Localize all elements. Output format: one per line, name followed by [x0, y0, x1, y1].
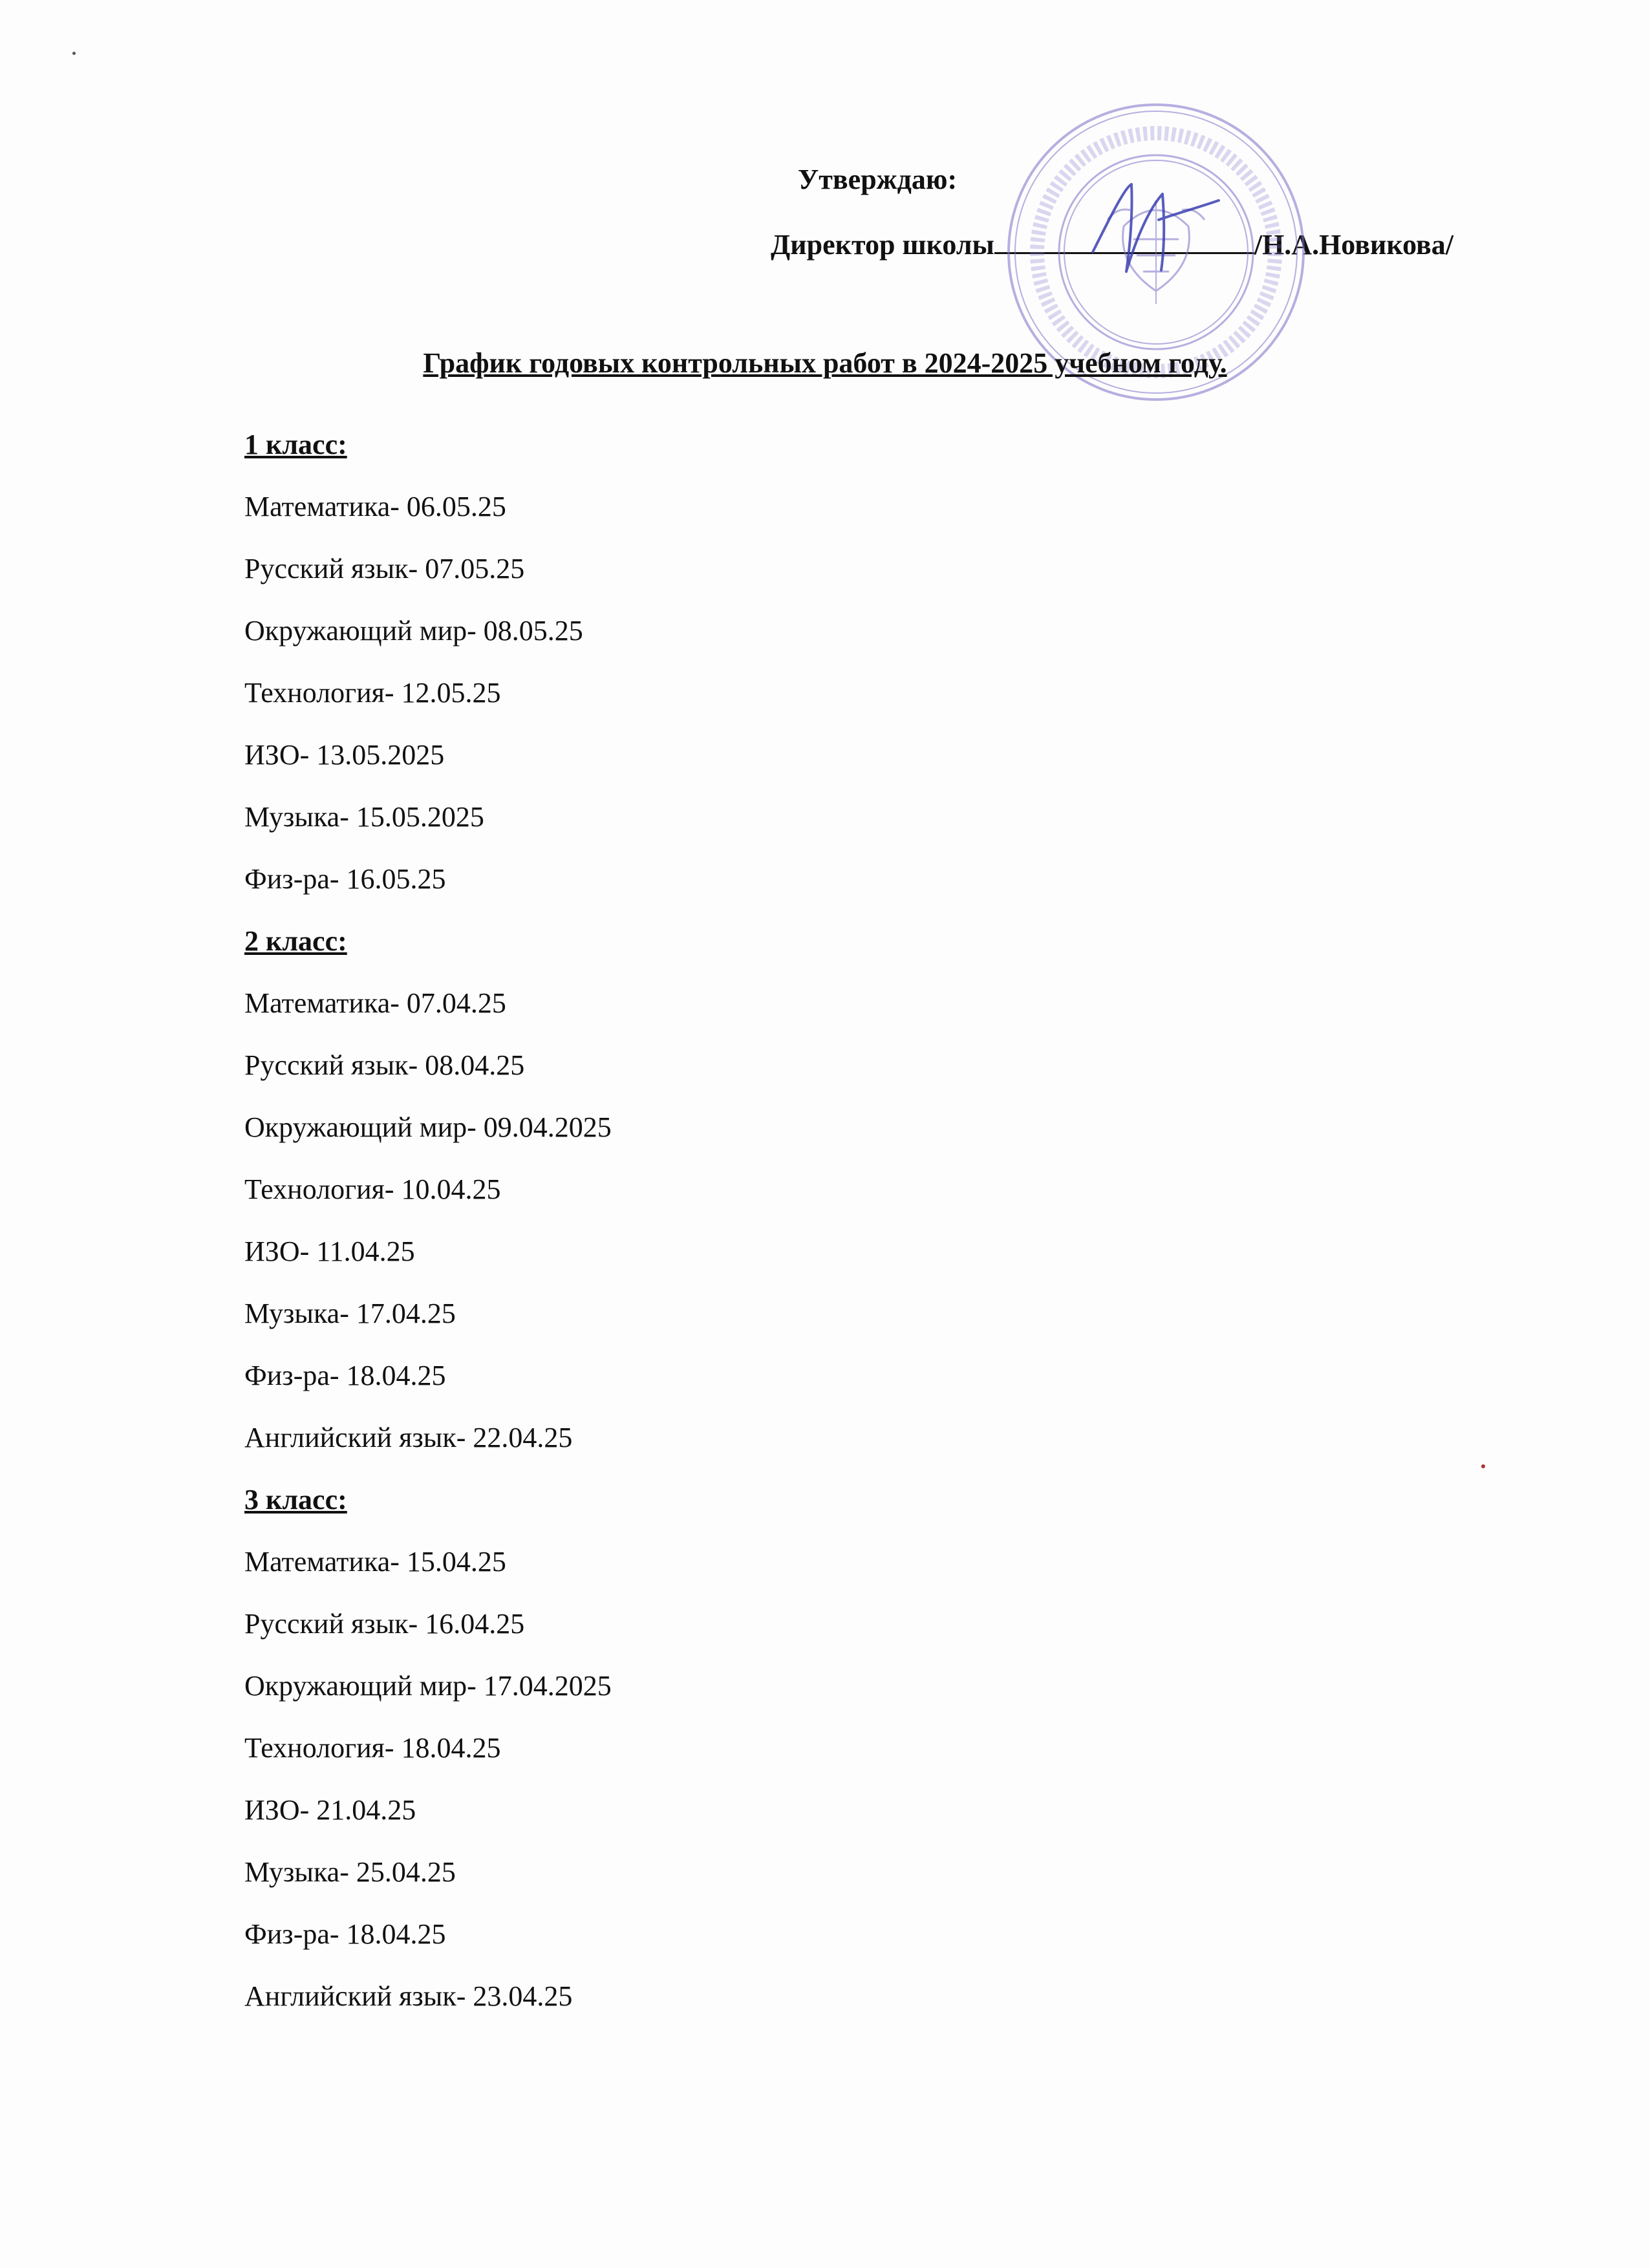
subject-row: ИЗО- 11.04.25	[244, 1236, 415, 1267]
class-section-2	[244, 910, 612, 1469]
scan-speck	[72, 52, 76, 55]
schedule-list	[244, 414, 612, 2027]
subject-row: Физ-ра- 16.05.25	[244, 863, 446, 895]
approval-label: Утверждаю:	[798, 164, 958, 195]
subject-row: Технология- 12.05.25	[244, 677, 501, 709]
subject-row: Математика- 07.04.25	[244, 987, 506, 1019]
class-section-3	[244, 1469, 612, 2027]
subject-row: Английский язык- 22.04.25	[244, 1422, 573, 1453]
subject-row: ИЗО- 13.05.2025	[244, 739, 445, 771]
subject-row: Физ-ра- 18.04.25	[244, 1360, 446, 1391]
class-heading: 1 класс:	[244, 429, 347, 460]
subject-row: Музыка- 15.05.2025	[244, 801, 484, 833]
director-name: /Н.А.Новикова/	[1254, 229, 1453, 261]
subject-row: Музыка- 25.04.25	[244, 1856, 456, 1888]
scan-speck	[1481, 1464, 1485, 1468]
subject-row: Математика- 15.04.25	[244, 1546, 506, 1578]
director-label: Директор школы	[771, 229, 994, 261]
subject-row: Окружающий мир- 17.04.2025	[244, 1670, 612, 1702]
subject-row: Технология- 10.04.25	[244, 1173, 501, 1205]
handwritten-signature-icon	[1086, 175, 1228, 278]
subject-row: Технология- 18.04.25	[244, 1732, 501, 1764]
subject-row: Физ-ра- 18.04.25	[244, 1918, 446, 1950]
subject-row: Окружающий мир- 09.04.2025	[244, 1111, 612, 1143]
document-title: График годовых контрольных работ в 2024-2025 учебном году.	[423, 347, 1227, 379]
subject-row: Русский язык- 16.04.25	[244, 1608, 525, 1640]
subject-row: Математика- 06.05.25	[244, 491, 506, 522]
subject-row: Музыка- 17.04.25	[244, 1298, 456, 1329]
class-heading: 3 класс:	[244, 1484, 347, 1515]
subject-row: Окружающий мир- 08.05.25	[244, 615, 583, 647]
subject-row: ИЗО- 21.04.25	[244, 1794, 416, 1826]
class-section-1	[244, 414, 612, 910]
subject-row: Английский язык- 23.04.25	[244, 1980, 573, 2012]
subject-row: Русский язык- 07.05.25	[244, 553, 525, 584]
class-heading: 2 класс:	[244, 925, 347, 957]
subject-row: Русский язык- 08.04.25	[244, 1049, 525, 1081]
